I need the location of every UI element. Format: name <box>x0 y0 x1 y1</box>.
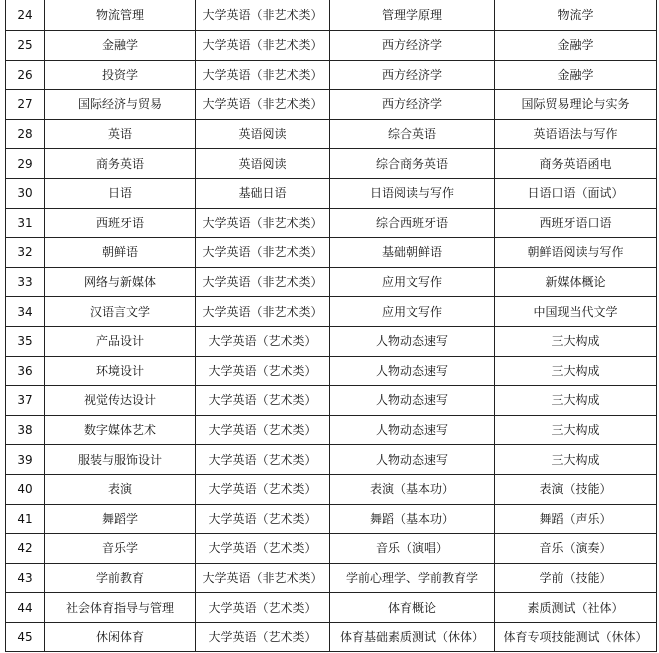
subject-1-cell: 大学英语（艺术类） <box>196 356 330 386</box>
major-cell: 表演 <box>45 474 196 504</box>
subject-3-cell: 物流学 <box>495 0 657 31</box>
subject-1-cell: 大学英语（非艺术类） <box>196 208 330 238</box>
table-body <box>6 0 657 652</box>
subject-3-cell: 表演（技能） <box>495 474 657 504</box>
subject-2-cell: 综合英语 <box>330 119 495 149</box>
row-number-cell: 41 <box>6 504 45 534</box>
subject-3-cell: 日语口语（面试） <box>495 178 657 208</box>
subject-1-cell: 英语阅读 <box>196 119 330 149</box>
table-row <box>6 386 657 416</box>
row-number-cell: 42 <box>6 534 45 564</box>
subject-3-cell: 体育专项技能测试（休体） <box>495 622 657 652</box>
major-cell: 环境设计 <box>45 356 196 386</box>
major-cell: 日语 <box>45 178 196 208</box>
subject-3-cell: 三大构成 <box>495 386 657 416</box>
subject-3-cell: 三大构成 <box>495 415 657 445</box>
row-number-cell: 44 <box>6 593 45 623</box>
subject-1-cell: 大学英语（艺术类） <box>196 622 330 652</box>
major-cell: 休闲体育 <box>45 622 196 652</box>
subject-2-cell: 综合西班牙语 <box>330 208 495 238</box>
major-cell: 产品设计 <box>45 326 196 356</box>
subject-2-cell: 人物动态速写 <box>330 445 495 475</box>
subject-3-cell: 素质测试（社体） <box>495 593 657 623</box>
table-row <box>6 267 657 297</box>
subject-1-cell: 英语阅读 <box>196 149 330 179</box>
subject-2-cell: 学前心理学、学前教育学 <box>330 563 495 593</box>
table-row <box>6 178 657 208</box>
row-number-cell: 33 <box>6 267 45 297</box>
subject-3-cell: 音乐（演奏） <box>495 534 657 564</box>
table-row <box>6 90 657 120</box>
subject-2-cell: 音乐（演唱） <box>330 534 495 564</box>
subject-2-cell: 应用文写作 <box>330 297 495 327</box>
row-number-cell: 37 <box>6 386 45 416</box>
row-number-cell: 29 <box>6 149 45 179</box>
row-number-cell: 45 <box>6 622 45 652</box>
subject-2-cell: 西方经济学 <box>330 31 495 61</box>
subject-3-cell: 国际贸易理论与实务 <box>495 90 657 120</box>
table-row <box>6 622 657 652</box>
subject-3-cell: 金融学 <box>495 60 657 90</box>
major-cell: 服装与服饰设计 <box>45 445 196 475</box>
table-row <box>6 0 657 31</box>
subject-2-cell: 综合商务英语 <box>330 149 495 179</box>
table-row <box>6 445 657 475</box>
row-number-cell: 39 <box>6 445 45 475</box>
major-cell: 网络与新媒体 <box>45 267 196 297</box>
subject-1-cell: 基础日语 <box>196 178 330 208</box>
subject-3-cell: 学前（技能） <box>495 563 657 593</box>
subject-2-cell: 表演（基本功） <box>330 474 495 504</box>
major-cell: 数字媒体艺术 <box>45 415 196 445</box>
subject-1-cell: 大学英语（非艺术类） <box>196 90 330 120</box>
subject-1-cell: 大学英语（非艺术类） <box>196 267 330 297</box>
row-number-cell: 28 <box>6 119 45 149</box>
subject-1-cell: 大学英语（非艺术类） <box>196 0 330 31</box>
row-number-cell: 30 <box>6 178 45 208</box>
subject-3-cell: 商务英语函电 <box>495 149 657 179</box>
major-cell: 朝鲜语 <box>45 238 196 268</box>
row-number-cell: 26 <box>6 60 45 90</box>
row-number-cell: 38 <box>6 415 45 445</box>
subject-1-cell: 大学英语（非艺术类） <box>196 297 330 327</box>
table-row <box>6 60 657 90</box>
subject-1-cell: 大学英语（非艺术类） <box>196 563 330 593</box>
row-number-cell: 24 <box>6 0 45 31</box>
subject-1-cell: 大学英语（非艺术类） <box>196 238 330 268</box>
subject-3-cell: 金融学 <box>495 31 657 61</box>
subject-2-cell: 应用文写作 <box>330 267 495 297</box>
major-cell: 国际经济与贸易 <box>45 90 196 120</box>
major-cell: 商务英语 <box>45 149 196 179</box>
subject-2-cell: 体育概论 <box>330 593 495 623</box>
row-number-cell: 36 <box>6 356 45 386</box>
row-number-cell: 43 <box>6 563 45 593</box>
row-number-cell: 34 <box>6 297 45 327</box>
subject-1-cell: 大学英语（艺术类） <box>196 504 330 534</box>
subject-3-cell: 朝鲜语阅读与写作 <box>495 238 657 268</box>
row-number-cell: 40 <box>6 474 45 504</box>
row-number-cell: 35 <box>6 326 45 356</box>
subject-1-cell: 大学英语（非艺术类） <box>196 60 330 90</box>
subject-2-cell: 基础朝鲜语 <box>330 238 495 268</box>
subject-3-cell: 中国现当代文学 <box>495 297 657 327</box>
subject-3-cell: 新媒体概论 <box>495 267 657 297</box>
major-cell: 舞蹈学 <box>45 504 196 534</box>
table-row <box>6 149 657 179</box>
subject-1-cell: 大学英语（非艺术类） <box>196 31 330 61</box>
subject-1-cell: 大学英语（艺术类） <box>196 534 330 564</box>
subject-2-cell: 人物动态速写 <box>330 326 495 356</box>
subject-3-cell: 三大构成 <box>495 356 657 386</box>
table-row <box>6 593 657 623</box>
row-number-cell: 32 <box>6 238 45 268</box>
table-row <box>6 563 657 593</box>
subject-2-cell: 日语阅读与写作 <box>330 178 495 208</box>
subject-2-cell: 人物动态速写 <box>330 415 495 445</box>
major-cell: 物流管理 <box>45 0 196 31</box>
row-number-cell: 27 <box>6 90 45 120</box>
subject-3-cell: 三大构成 <box>495 445 657 475</box>
subject-1-cell: 大学英语（艺术类） <box>196 474 330 504</box>
table-row <box>6 534 657 564</box>
table-row <box>6 356 657 386</box>
major-cell: 金融学 <box>45 31 196 61</box>
subject-2-cell: 舞蹈（基本功） <box>330 504 495 534</box>
subject-3-cell: 西班牙语口语 <box>495 208 657 238</box>
subject-2-cell: 人物动态速写 <box>330 356 495 386</box>
major-cell: 汉语言文学 <box>45 297 196 327</box>
subject-2-cell: 体育基础素质测试（休体） <box>330 622 495 652</box>
subject-2-cell: 人物动态速写 <box>330 386 495 416</box>
subject-1-cell: 大学英语（艺术类） <box>196 386 330 416</box>
major-cell: 西班牙语 <box>45 208 196 238</box>
major-cell: 视觉传达设计 <box>45 386 196 416</box>
major-cell: 投资学 <box>45 60 196 90</box>
major-cell: 学前教育 <box>45 563 196 593</box>
table-row <box>6 238 657 268</box>
row-number-cell: 31 <box>6 208 45 238</box>
major-cell: 社会体育指导与管理 <box>45 593 196 623</box>
major-cell: 音乐学 <box>45 534 196 564</box>
subject-1-cell: 大学英语（艺术类） <box>196 593 330 623</box>
table-row <box>6 415 657 445</box>
table-row <box>6 504 657 534</box>
table-row <box>6 474 657 504</box>
table-row <box>6 208 657 238</box>
table-row <box>6 297 657 327</box>
subject-1-cell: 大学英语（艺术类） <box>196 445 330 475</box>
subject-1-cell: 大学英语（艺术类） <box>196 326 330 356</box>
row-number-cell: 25 <box>6 31 45 61</box>
subject-1-cell: 大学英语（艺术类） <box>196 415 330 445</box>
subject-3-cell: 舞蹈（声乐） <box>495 504 657 534</box>
major-cell: 英语 <box>45 119 196 149</box>
table-row <box>6 119 657 149</box>
subject-2-cell: 管理学原理 <box>330 0 495 31</box>
table-row <box>6 326 657 356</box>
table-row <box>6 31 657 61</box>
subject-2-cell: 西方经济学 <box>330 60 495 90</box>
exam-subjects-table-container <box>5 0 656 652</box>
subject-3-cell: 三大构成 <box>495 326 657 356</box>
subject-2-cell: 西方经济学 <box>330 90 495 120</box>
subject-3-cell: 英语语法与写作 <box>495 119 657 149</box>
exam-subjects-table <box>5 0 657 652</box>
